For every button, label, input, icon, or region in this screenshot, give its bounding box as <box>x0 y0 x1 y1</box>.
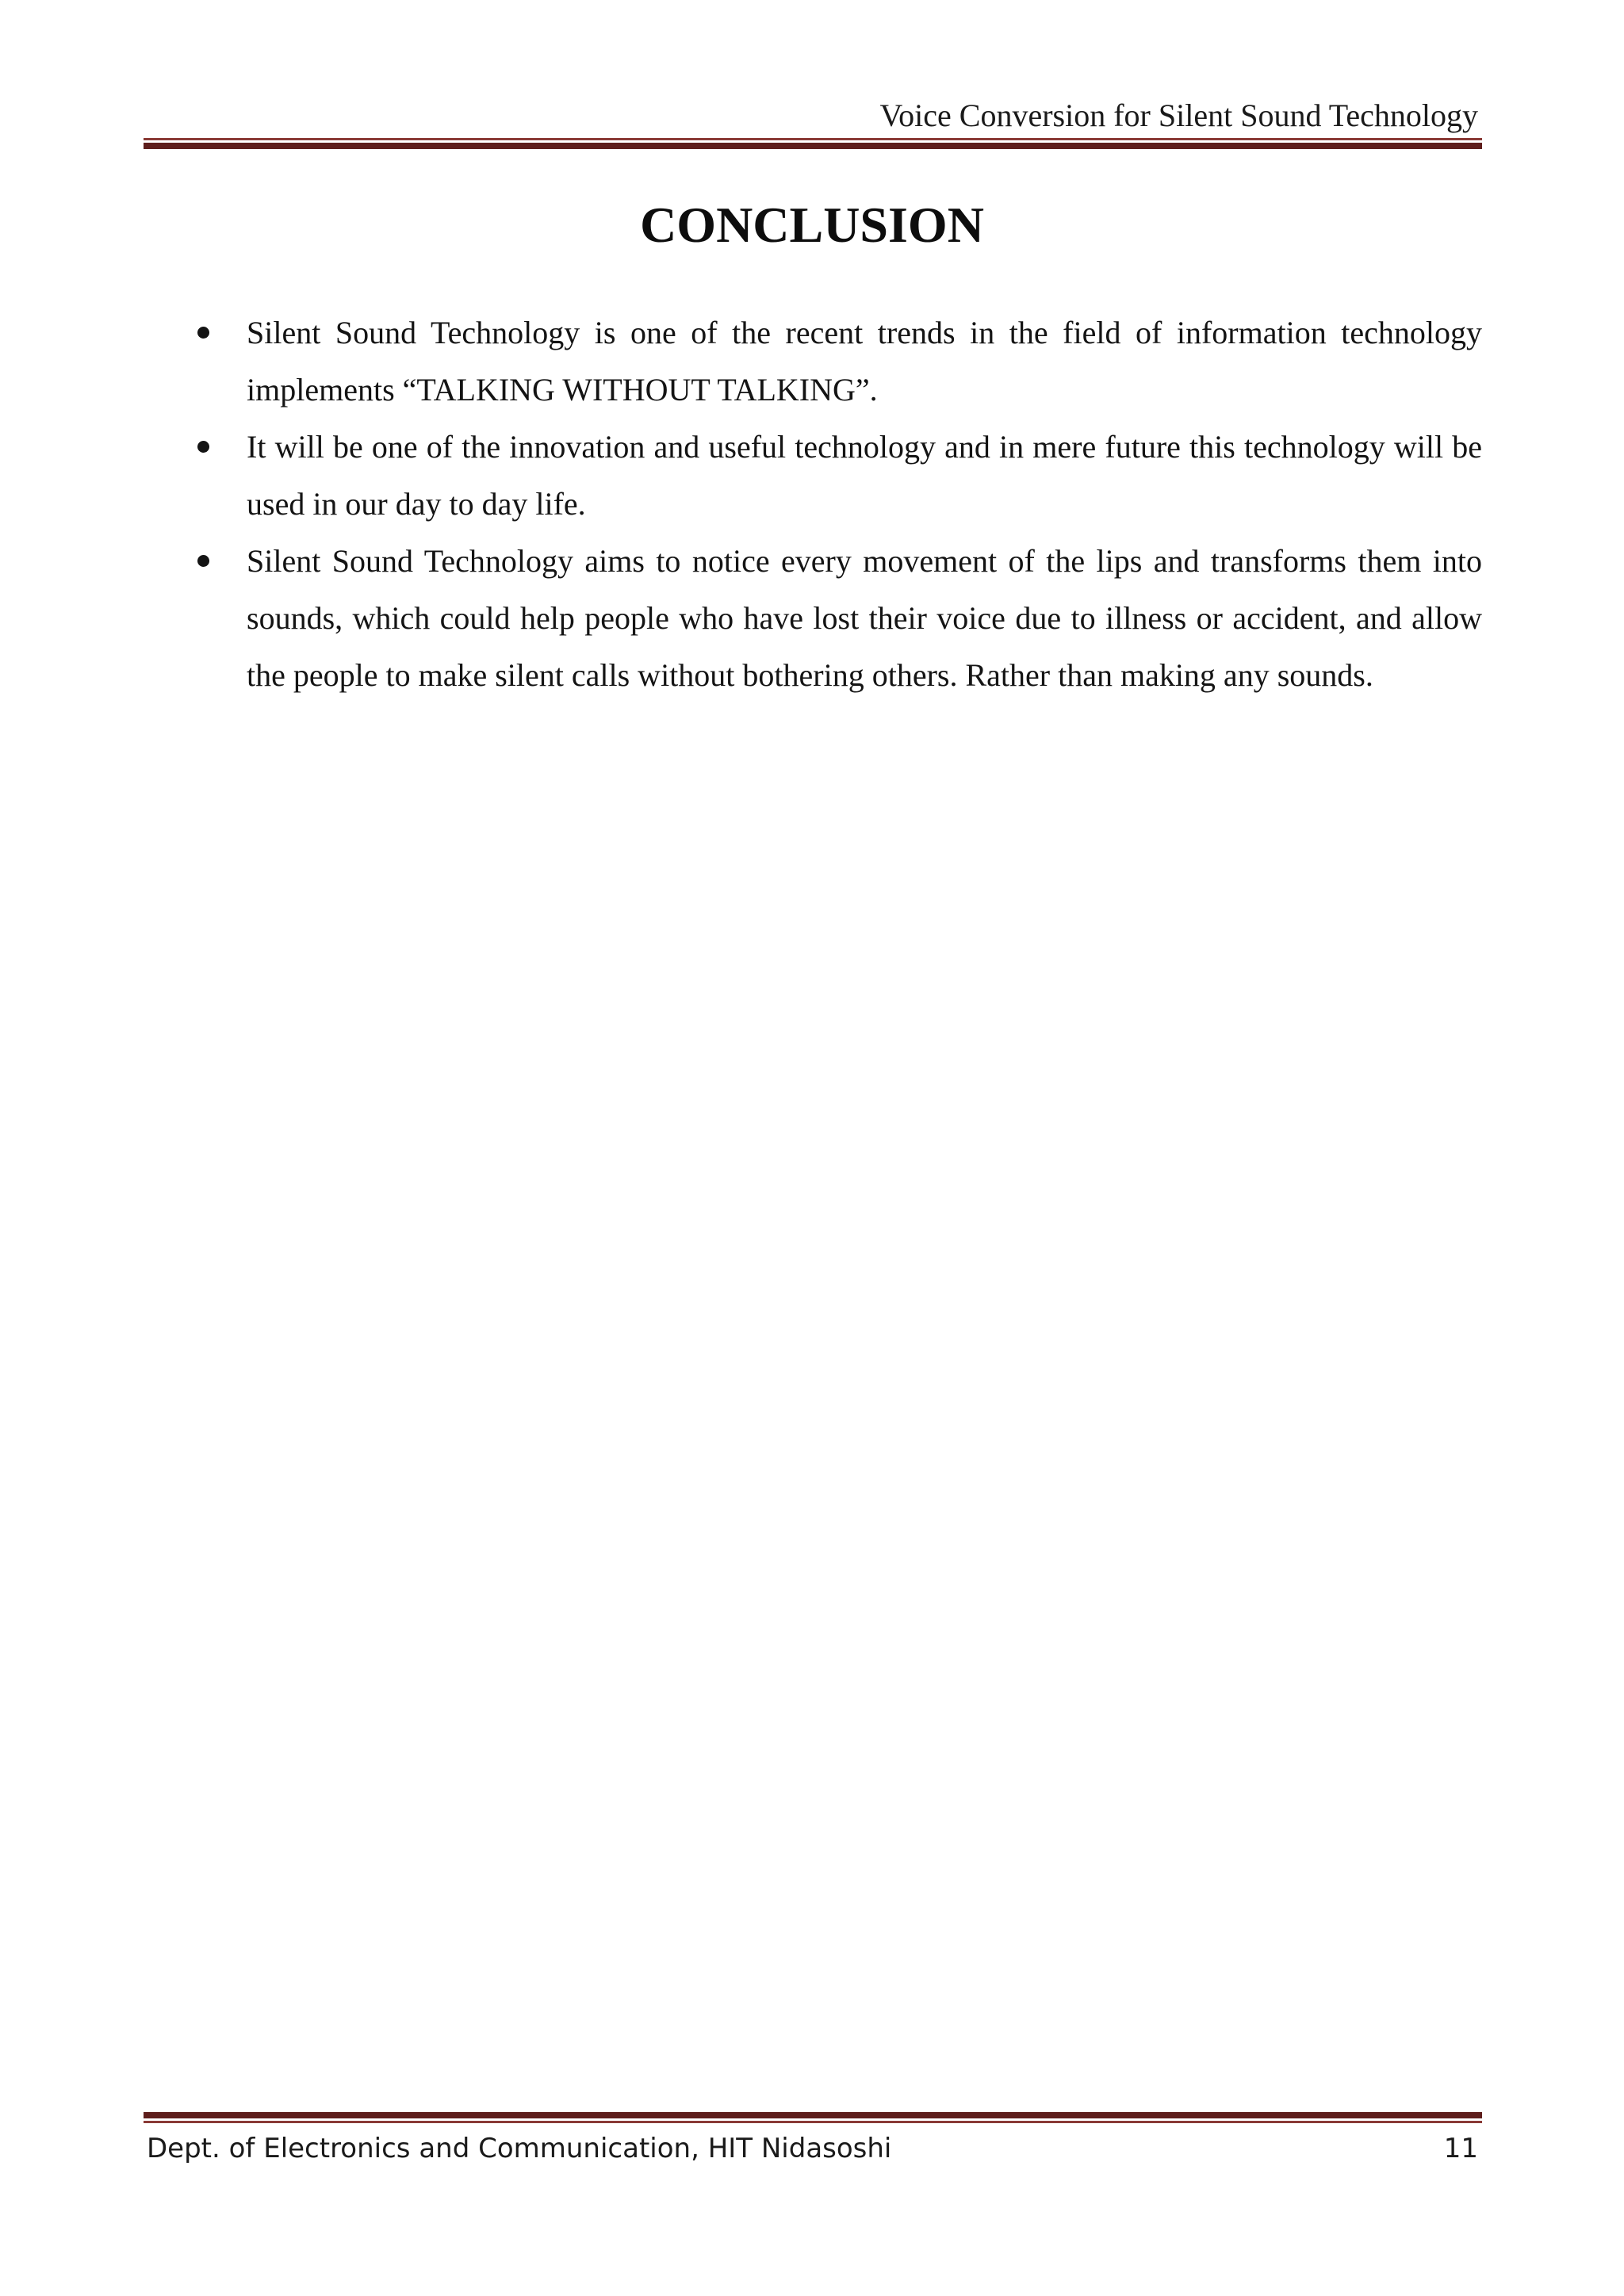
bullet-icon <box>197 555 209 567</box>
footer-divider <box>144 2112 1482 2123</box>
list-item-text: It will be one of the innovation and useful technology and in mere future this technology will be used in our day to day life. <box>247 429 1482 522</box>
list-item-text: Silent Sound Technology aims to notice every movement of the lips and transforms them into sounds, which could help people who have lost their voice due to illness or accident, and allow the people to make silent calls without bothering others. Rather than making any sounds. <box>247 543 1482 693</box>
page-number: 11 <box>1443 2133 1478 2164</box>
header-divider-thick-line <box>144 143 1482 149</box>
footer-department: Dept. of Electronics and Communication, HIT Nidasoshi <box>147 2133 892 2164</box>
footer-divider-thin-line <box>144 2121 1482 2123</box>
header-divider <box>144 138 1482 149</box>
bullet-icon <box>197 327 209 339</box>
footer-divider-thick-line <box>144 2112 1482 2118</box>
list-item <box>144 419 1482 533</box>
header-divider-thin-line <box>144 138 1482 140</box>
section-heading: CONCLUSION <box>640 197 984 253</box>
bullet-icon <box>197 441 209 453</box>
list-item <box>144 304 1482 419</box>
conclusion-bullet-list <box>144 304 1482 704</box>
running-header-title: Voice Conversion for Silent Sound Technology <box>879 98 1478 133</box>
list-item-text: Silent Sound Technology is one of the recent trends in the field of information technology implements “TALKING WITHOUT TALKING”. <box>247 315 1482 408</box>
list-item <box>144 533 1482 704</box>
